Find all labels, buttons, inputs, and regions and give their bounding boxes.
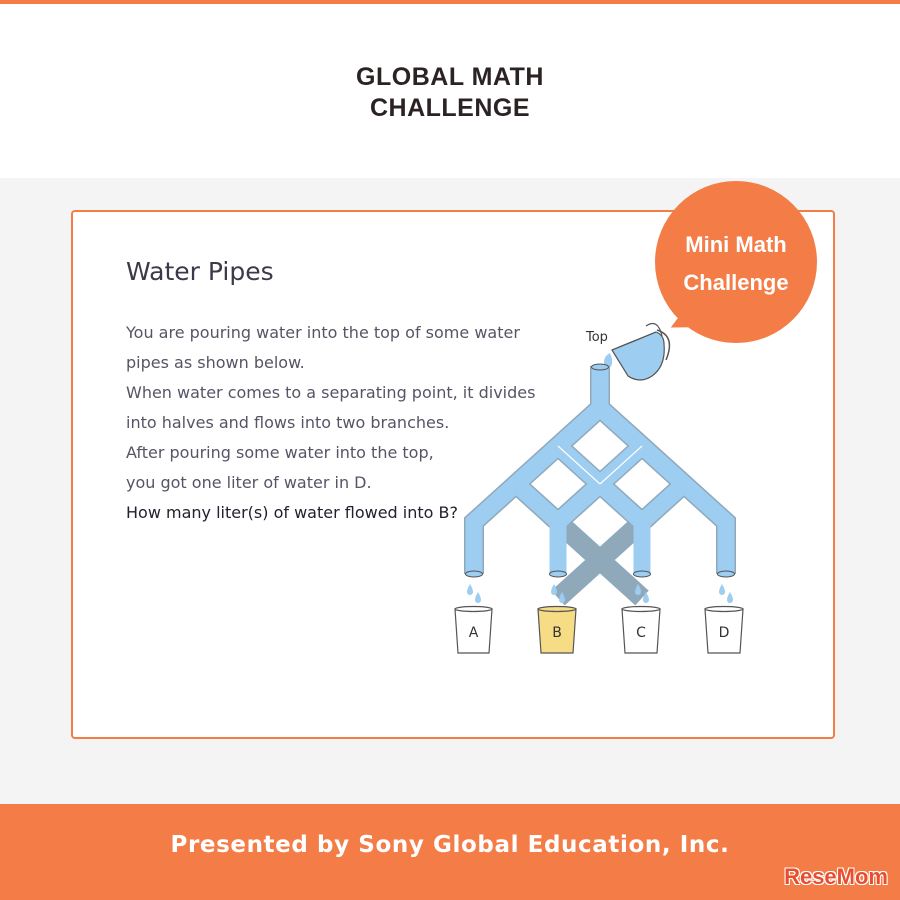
drop-icon (475, 592, 481, 603)
page-title-line1: GLOBAL MATH (356, 63, 544, 91)
cup-b (538, 607, 576, 654)
cup-a (455, 607, 492, 654)
top-label: Top (586, 330, 608, 345)
water-drops (467, 584, 733, 603)
cup-label-c: C (636, 625, 646, 641)
problem-line: After pouring some water into the top, (126, 443, 434, 462)
cup-label-d: D (718, 625, 730, 641)
problem-line: pipes as shown below. (126, 353, 305, 372)
drop-icon (551, 584, 557, 595)
cup-label-b: B (552, 625, 562, 641)
problem-line: you got one liter of water in D. (126, 473, 372, 492)
problem-line: When water comes to a separating point, it divides (126, 383, 536, 402)
badge-line2: Challenge (683, 270, 789, 295)
problem-line: You are pouring water into the top of some water (126, 323, 520, 342)
drop-icon (467, 584, 473, 595)
cup-label-a: A (468, 625, 479, 641)
watermark-logo: ReseMom (784, 864, 888, 889)
problem-line: into halves and flows into two branches. (126, 413, 450, 432)
cups (455, 607, 743, 654)
badge-line1: Mini Math (685, 232, 787, 257)
presenter-text: Presented by Sony Global Education, Inc. (170, 832, 730, 858)
badge-text (655, 226, 817, 302)
top-accent-bar (0, 0, 900, 4)
cup-c (622, 607, 660, 654)
problem-title: Water Pipes (126, 257, 274, 286)
water-pipes-diagram (440, 315, 760, 660)
problem-question: How many liter(s) of water flowed into B? (126, 503, 458, 522)
drop-icon (727, 592, 733, 603)
pipe-network (466, 364, 735, 598)
page-title (0, 62, 900, 124)
pitcher-icon (604, 324, 669, 380)
drop-icon (719, 584, 725, 595)
page-title-line2: CHALLENGE (369, 94, 531, 122)
cup-d (705, 607, 743, 654)
